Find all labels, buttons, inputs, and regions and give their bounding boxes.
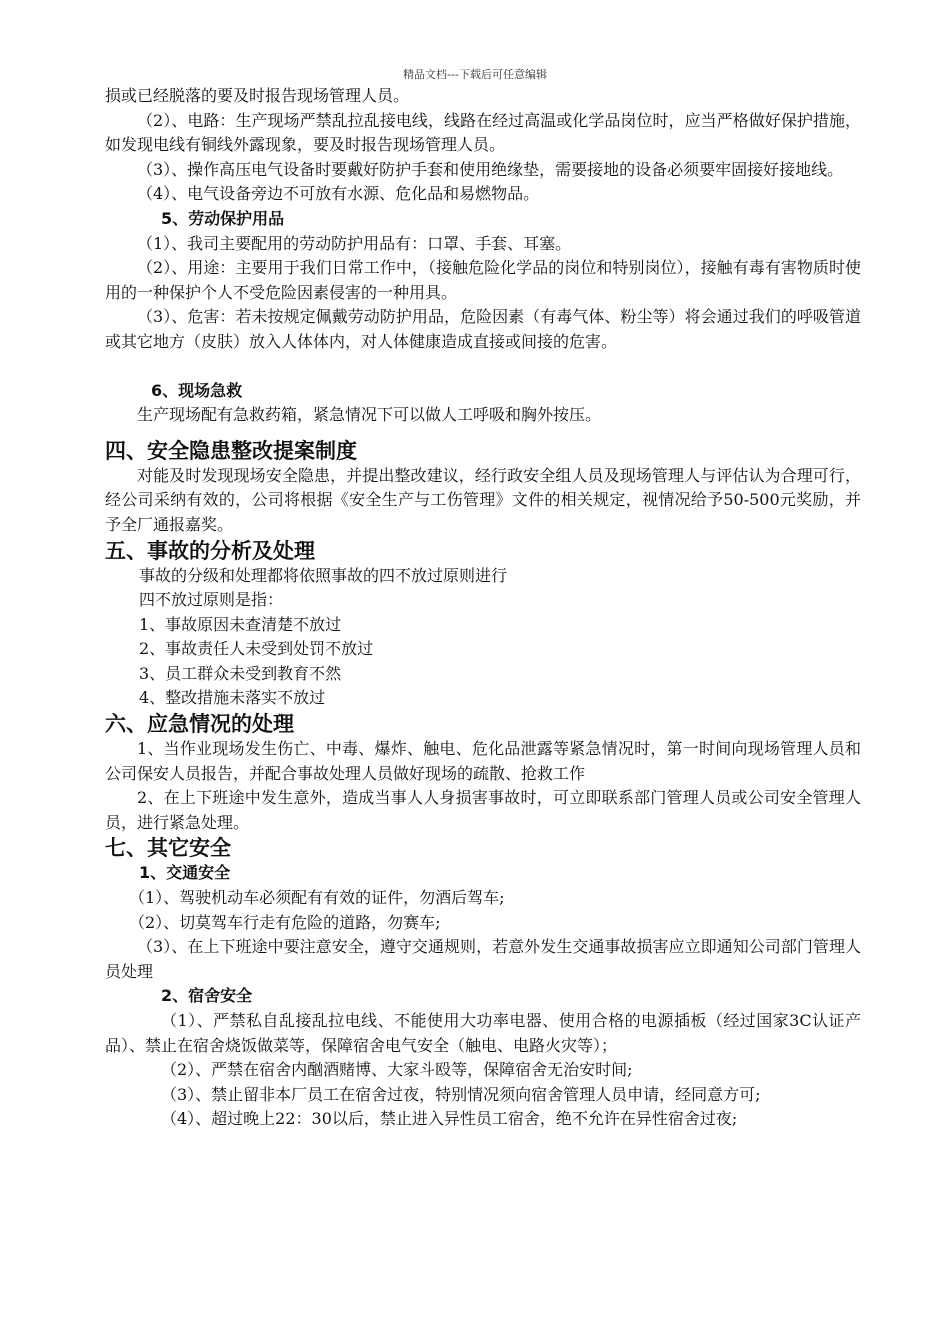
spacer bbox=[105, 428, 861, 438]
subheading-dormitory-safety: 2、宿舍安全 bbox=[161, 986, 253, 1006]
list-item: 3、员工群众未受到教育不然 bbox=[139, 663, 342, 683]
heading-emergency: 六、应急情况的处理 bbox=[105, 712, 294, 737]
paragraph-traffic-1: （1）、驾驶机动车必须配有有效的证件，勿酒后驾车; bbox=[129, 888, 505, 908]
paragraph-first-aid: 生产现场配有急救药箱，紧急情况下可以做人工呼吸和胸外按压。 bbox=[137, 405, 602, 425]
paragraph-ppe-usage: （2）、用途：主要用于我们日常工作中，（接触危险化学品的岗位和特别岗位），接触有毒有害物质时使用的一种保护个人不受危险因素侵害的一种用具。 bbox=[105, 258, 861, 302]
list-item: 事故的分级和处理都将依照事故的四不放过原则进行 bbox=[139, 565, 508, 585]
spacer bbox=[105, 355, 861, 379]
paragraph-dorm-3: （3）、禁止留非本厂员工在宿舍过夜，特别情况须向宿舍管理人员申请，经同意方可; bbox=[161, 1084, 761, 1104]
heading-accident-analysis: 五、事故的分析及处理 bbox=[105, 538, 315, 563]
subheading-first-aid: 6、现场急救 bbox=[151, 380, 243, 400]
list-item: 四不放过原则是指： bbox=[139, 590, 284, 610]
heading-hazard-proposal: 四、安全隐患整改提案制度 bbox=[105, 438, 357, 463]
accident-principles-list bbox=[105, 564, 861, 712]
paragraph-emergency-2: 2、在上下班途中发生意外，造成当事人人身损害事故时，可立即联系部门管理人员或公司安全管理人员，进行紧急处理。 bbox=[105, 788, 861, 832]
paragraph-hazard-proposal: 对能及时发现现场安全隐患，并提出整改建议，经行政安全组人员及现场管理人与评估认为合理可行，经公司采纳有效的，公司将根据《安全生产与工伤管理》文件的相关规定，视情况给予50-500元奖励，并予全厂通报嘉奖。 bbox=[105, 465, 861, 534]
list-item: 2、事故责任人未受到处罚不放过 bbox=[139, 639, 374, 659]
heading-other-safety: 七、其它安全 bbox=[105, 836, 231, 861]
document-body bbox=[105, 84, 861, 1132]
paragraph-electrical-clearance: （4）、电气设备旁边不可放有水源、危化品和易燃物品。 bbox=[137, 184, 540, 204]
subheading-protective-equipment: 5、劳动保护用品 bbox=[161, 208, 285, 228]
paragraph-emergency-1: 1、当作业现场发生伤亡、中毒、爆炸、触电、危化品泄露等紧急情况时，第一时间向现场管理人员和公司保安人员报告，并配合事故处理人员做好现场的疏散、抢救工作 bbox=[105, 739, 861, 783]
page-header: 精品文档---下载后可任意编辑 bbox=[403, 68, 547, 81]
paragraph-dorm-1: （1）、严禁私自乱接乱拉电线、不能使用大功率电器、使用合格的电源插板（经过国家3C认证产品）、禁止在宿舍烧饭做菜等，保障宿舍电气安全（触电、电路火灾等）； bbox=[105, 1011, 861, 1055]
paragraph-dorm-4: （4）、超过晚上22：30以后，禁止进入异性员工宿舍，绝不允许在异性宿舍过夜; bbox=[161, 1109, 738, 1129]
list-item: 1、事故原因未查清楚不放过 bbox=[139, 614, 342, 634]
paragraph-dorm-2: （2）、严禁在宿舍内酗酒赌博、大家斗殴等，保障宿舍无治安时间; bbox=[161, 1060, 633, 1080]
list-item: 4、整改措施未落实不放过 bbox=[139, 688, 326, 708]
paragraph-ppe-hazard: （3）、危害：若未按规定佩戴劳动防护用品，危险因素（有毒气体、粉尘等）将会通过我们的呼吸管道或其它地方（皮肤）放入人体体内，对人体健康造成直接或间接的危害。 bbox=[105, 307, 861, 351]
paragraph-traffic-3: （3）、在上下班途中要注意安全，遵守交通规则，若意外发生交通事故损害应立即通知公司部门管理人员处理 bbox=[105, 937, 861, 981]
paragraph-continued: 损或已经脱落的要及时报告现场管理人员。 bbox=[105, 86, 410, 105]
subheading-traffic-safety: 1、交通安全 bbox=[139, 863, 231, 883]
paragraph-high-voltage: （3）、操作高压电气设备时要戴好防护手套和使用绝缘垫，需要接地的设备必须要牢固接好接地线。 bbox=[137, 159, 844, 179]
paragraph-electric-circuit: （2）、电路：生产现场严禁乱拉乱接电线，线路在经过高温或化学品岗位时，应当严格做好保护措施，如发现电线有铜线外露现象，要及时报告现场管理人员。 bbox=[105, 110, 861, 155]
paragraph-traffic-2: （2）、切莫驾车行走有危险的道路，勿赛车; bbox=[129, 912, 441, 932]
paragraph-ppe-items: （1）、我司主要配用的劳动防护用品有：口罩、手套、耳塞。 bbox=[137, 233, 572, 253]
